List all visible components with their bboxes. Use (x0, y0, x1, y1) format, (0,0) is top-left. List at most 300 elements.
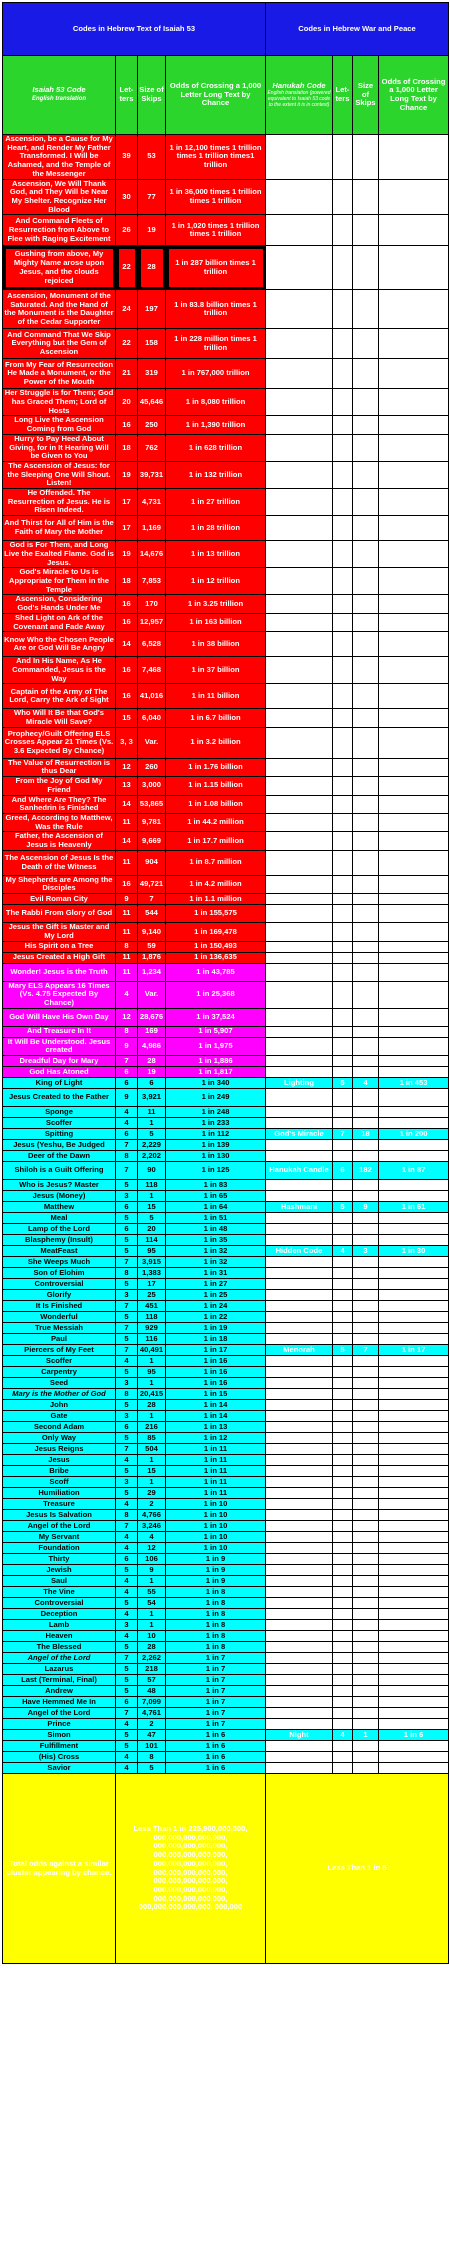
code-row (3, 329, 449, 359)
wp-code-skips (353, 1477, 379, 1488)
code-odds: 1 in 65 (166, 1191, 266, 1202)
wp-code-name (266, 1488, 333, 1499)
wp-code-name (266, 1279, 333, 1290)
wp-code-letters (333, 1719, 353, 1730)
wp-code-letters (333, 1521, 353, 1532)
code-letters: 5 (116, 1433, 138, 1444)
code-row (3, 1151, 449, 1162)
code-letters: 4 (116, 1587, 138, 1598)
wp-code-name (266, 1763, 333, 1774)
wp-code-name (266, 179, 333, 215)
code-name: Jesus Created a High Gift (3, 952, 116, 963)
code-skips: 118 (138, 1312, 166, 1323)
wp-code-letters (333, 1686, 353, 1697)
code-odds: 1 in 11 (166, 1488, 266, 1499)
code-name: Deception (3, 1609, 116, 1620)
code-skips: 2 (138, 1499, 166, 1510)
code-name: Shed Light on Ark of the Covenant and Fade Away (3, 613, 116, 631)
code-skips: 1 (138, 1455, 166, 1466)
wp-code-skips (353, 1598, 379, 1609)
code-row (3, 1301, 449, 1312)
wp-code-skips (353, 246, 379, 290)
code-letters: 13 (116, 777, 138, 795)
wp-code-letters (333, 1499, 353, 1510)
code-odds: 1 in 32 (166, 1257, 266, 1268)
wp-code-name (266, 1389, 333, 1400)
code-name: Her Struggle is for Them; God has Graced Them; Lord of Hosts (3, 389, 116, 416)
code-odds: 1 in 83.8 billion times 1 trillion (166, 290, 266, 329)
code-skips: 169 (138, 1026, 166, 1037)
code-skips: 4,766 (138, 1510, 166, 1521)
wp-code-letters (333, 1257, 353, 1268)
code-skips: Var. (138, 981, 166, 1008)
wp-code-name (266, 1224, 333, 1235)
wp-code-name (266, 1565, 333, 1576)
code-odds: 1 in 37 billion (166, 657, 266, 684)
code-skips: 59 (138, 941, 166, 952)
code-skips: 77 (138, 179, 166, 215)
code-row (3, 1576, 449, 1587)
wp-code-name (266, 981, 333, 1008)
code-odds: 1 in 7 (166, 1719, 266, 1730)
wp-code-letters (333, 416, 353, 434)
code-skips: 28,676 (138, 1008, 166, 1026)
code-odds: 1 in 1,020 times 1 trillion times 1 trillion (166, 215, 266, 246)
code-skips: 7,468 (138, 657, 166, 684)
wp-code-letters (333, 1213, 353, 1224)
code-name: Prophecy/Guilt Offering ELS Crosses Appear 21 Times (Vs. 3.6 Expected By Chance) (3, 727, 116, 758)
code-odds: 1 in 7 (166, 1653, 266, 1664)
wp-code-skips (353, 1763, 379, 1774)
wp-code-letters (333, 1708, 353, 1719)
code-skips: 90 (138, 1162, 166, 1180)
code-letters: 6 (116, 1224, 138, 1235)
code-odds: 1 in 11 billion (166, 684, 266, 709)
code-letters: 16 (116, 684, 138, 709)
wp-code-letters (333, 905, 353, 923)
wp-code-skips (353, 1664, 379, 1675)
wp-code-odds (379, 1378, 449, 1389)
wp-code-odds (379, 1642, 449, 1653)
code-skips: 114 (138, 1235, 166, 1246)
code-name: MeatFeast (3, 1246, 116, 1257)
code-letters: 16 (116, 875, 138, 893)
code-name: The Value of Resurrection is thus Dear (3, 758, 116, 776)
code-odds: 1 in 12 (166, 1433, 266, 1444)
wp-code-skips (353, 389, 379, 416)
wp-code-odds (379, 1477, 449, 1488)
wp-code-odds (379, 1422, 449, 1433)
code-name: Thirty (3, 1554, 116, 1565)
wp-code-odds (379, 613, 449, 631)
code-name: Who Will It Be that God's Miracle Will Save? (3, 709, 116, 727)
code-row (3, 1477, 449, 1488)
code-name: Shiloh is a Guilt Offering (3, 1162, 116, 1180)
code-name: It Is Finished (3, 1301, 116, 1312)
code-odds: 1 in 17 (166, 1345, 266, 1356)
code-letters: 5 (116, 1279, 138, 1290)
code-row (3, 1345, 449, 1356)
code-skips: 3,246 (138, 1521, 166, 1532)
wp-code-letters (333, 813, 353, 831)
wp-code-odds (379, 894, 449, 905)
code-odds: 1 in 5,907 (166, 1026, 266, 1037)
wp-code-skips: 9 (353, 1202, 379, 1213)
code-odds: 1 in 7 (166, 1686, 266, 1697)
wp-code-name: Hidden Code (266, 1246, 333, 1257)
code-skips: 260 (138, 758, 166, 776)
wp-code-name (266, 1741, 333, 1752)
wp-code-odds (379, 1455, 449, 1466)
code-odds: 1 in 10 (166, 1510, 266, 1521)
wp-code-skips (353, 981, 379, 1008)
code-letters: 4 (116, 1499, 138, 1510)
code-skips: 6 (138, 1078, 166, 1089)
code-letters: 19 (116, 541, 138, 568)
wp-code-odds (379, 1565, 449, 1576)
code-odds: 1 in 35 (166, 1235, 266, 1246)
code-letters: 4 (116, 1763, 138, 1774)
code-letters: 6 (116, 1202, 138, 1213)
wp-code-skips (353, 1268, 379, 1279)
code-skips: 4,761 (138, 1708, 166, 1719)
code-skips: 2,229 (138, 1140, 166, 1151)
code-odds: 1 in 38 billion (166, 632, 266, 657)
code-odds: 1 in 12,100 times 1 trillion times 1 trillion times1 trillion (166, 135, 266, 180)
wp-code-letters (333, 952, 353, 963)
wp-code-skips (353, 1642, 379, 1653)
code-odds: 1 in 3.2 billion (166, 727, 266, 758)
code-odds: 1 in 767,000 trillion (166, 359, 266, 389)
code-row (3, 1620, 449, 1631)
code-name: John (3, 1400, 116, 1411)
wp-code-letters (333, 595, 353, 613)
wp-code-letters: 7 (333, 1129, 353, 1140)
code-letters: 18 (116, 434, 138, 461)
code-name: Ascension, Considering God's Hands Under Me (3, 595, 116, 613)
code-letters: 20 (116, 389, 138, 416)
wp-code-skips (353, 813, 379, 831)
wp-code-name (266, 952, 333, 963)
wp-code-skips (353, 941, 379, 952)
wp-code-odds (379, 290, 449, 329)
code-odds: 1 in 6 (166, 1741, 266, 1752)
code-name: Last (Terminal, Final) (3, 1675, 116, 1686)
wp-code-odds (379, 905, 449, 923)
wp-code-skips (353, 1067, 379, 1078)
wp-code-odds (379, 1037, 449, 1055)
wp-code-name (266, 1323, 333, 1334)
code-name: Paul (3, 1334, 116, 1345)
wp-code-skips (353, 1697, 379, 1708)
code-skips: 1 (138, 1356, 166, 1367)
wp-code-odds (379, 1609, 449, 1620)
wp-code-letters (333, 568, 353, 595)
code-odds: 1 in 6 (166, 1763, 266, 1774)
code-letters: 5 (116, 1565, 138, 1576)
code-skips: 118 (138, 1180, 166, 1191)
wp-code-name (266, 1290, 333, 1301)
code-letters: 14 (116, 795, 138, 813)
wp-code-name (266, 1235, 333, 1246)
code-name: Foundation (3, 1543, 116, 1554)
code-row (3, 1532, 449, 1543)
code-skips: 19 (138, 1067, 166, 1078)
code-odds: 1 in 8 (166, 1609, 266, 1620)
left-code-subtitle: English translation (31, 96, 86, 102)
wp-code-skips (353, 1301, 379, 1312)
wp-code-odds (379, 1290, 449, 1301)
wp-code-skips (353, 1224, 379, 1235)
code-name: Second Adam (3, 1422, 116, 1433)
wp-code-odds (379, 461, 449, 488)
wp-code-skips (353, 1334, 379, 1345)
wp-code-letters (333, 1697, 353, 1708)
wp-code-skips (353, 1631, 379, 1642)
code-skips: 5 (138, 1763, 166, 1774)
code-row (3, 1631, 449, 1642)
code-skips: 19 (138, 215, 166, 246)
left-odds-header: Odds of Crossing a 1,000 Letter Long Text by Chance (166, 56, 266, 135)
code-odds: 1 in 130 (166, 1151, 266, 1162)
code-name: Long Live the Ascension Coming from God (3, 416, 116, 434)
wp-code-name (266, 1422, 333, 1433)
code-skips: 5 (138, 1129, 166, 1140)
wp-code-letters (333, 1089, 353, 1107)
code-row (3, 1235, 449, 1246)
wp-code-letters: 4 (333, 1246, 353, 1257)
code-odds: 1 in 10 (166, 1521, 266, 1532)
code-odds: 1 in 1,886 (166, 1056, 266, 1067)
code-odds: 1 in 27 trillion (166, 489, 266, 516)
code-name: Lamp of the Lord (3, 1224, 116, 1235)
left-title: Codes in Hebrew Text of Isaiah 53 (3, 3, 266, 56)
code-skips: 2,262 (138, 1653, 166, 1664)
code-row (3, 1686, 449, 1697)
wp-code-skips (353, 1620, 379, 1631)
code-odds: 1 in 1,390 trillion (166, 416, 266, 434)
code-name: Savior (3, 1763, 116, 1774)
code-skips: 106 (138, 1554, 166, 1565)
code-row (3, 875, 449, 893)
code-row (3, 541, 449, 568)
wp-code-name (266, 1089, 333, 1107)
wp-code-letters (333, 179, 353, 215)
code-name: Hurry to Pay Heed About Giving, for in It Hearing Will be Given to You (3, 434, 116, 461)
wp-code-letters (333, 1466, 353, 1477)
wp-code-odds (379, 329, 449, 359)
code-letters: 5 (116, 1642, 138, 1653)
code-letters: 7 (116, 1444, 138, 1455)
code-letters: 6 (116, 1078, 138, 1089)
code-odds: 1 in 31 (166, 1268, 266, 1279)
code-row (3, 1444, 449, 1455)
code-row (3, 952, 449, 963)
wp-code-skips (353, 1675, 379, 1686)
wp-code-skips (353, 541, 379, 568)
code-letters: 5 (116, 1598, 138, 1609)
left-letters-header: Let-ters (116, 56, 138, 135)
wp-code-name (266, 1334, 333, 1345)
wp-code-name (266, 1026, 333, 1037)
code-odds: 1 in 37,524 (166, 1008, 266, 1026)
code-letters: 5 (116, 1488, 138, 1499)
code-skips: 3,921 (138, 1089, 166, 1107)
code-name: Heaven (3, 1631, 116, 1642)
code-letters: 7 (116, 1162, 138, 1180)
wp-code-skips (353, 1312, 379, 1323)
code-row (3, 1653, 449, 1664)
code-name: Fulfillment (3, 1741, 116, 1752)
wp-code-skips (353, 329, 379, 359)
wp-code-odds (379, 1411, 449, 1422)
wp-code-skips (353, 1008, 379, 1026)
code-name: Gushing from above, My Mighty Name arose upon Jesus, and the clouds rejoiced (3, 246, 116, 290)
code-row (3, 1598, 449, 1609)
code-row (3, 1400, 449, 1411)
code-skips: 1 (138, 1576, 166, 1587)
wp-code-odds (379, 1697, 449, 1708)
wp-code-odds (379, 1323, 449, 1334)
wp-code-name (266, 1067, 333, 1078)
code-letters: 5 (116, 1466, 138, 1477)
wp-code-skips (353, 1455, 379, 1466)
wp-code-letters (333, 684, 353, 709)
code-odds: 1 in 17.7 million (166, 832, 266, 850)
wp-code-odds (379, 541, 449, 568)
code-row (3, 1741, 449, 1752)
code-row (3, 1752, 449, 1763)
wp-code-skips (353, 1056, 379, 1067)
wp-code-name (266, 1686, 333, 1697)
code-name: Piercers of My Feet (3, 1345, 116, 1356)
wp-code-name (266, 1554, 333, 1565)
code-letters: 8 (116, 1026, 138, 1037)
wp-code-name (266, 215, 333, 246)
code-name: From My Fear of Resurrection He Made a Monument, or the Power of the Mouth (3, 359, 116, 389)
code-row (3, 1356, 449, 1367)
code-name: The Blessed (3, 1642, 116, 1653)
wp-code-letters (333, 941, 353, 952)
code-skips: 85 (138, 1433, 166, 1444)
code-row (3, 1642, 449, 1653)
code-name: Scoff (3, 1477, 116, 1488)
code-skips: 929 (138, 1323, 166, 1334)
totals-right-value: Less Than 1 in 5 (266, 1774, 449, 1964)
wp-code-skips (353, 1140, 379, 1151)
code-odds: 1 in 16 (166, 1367, 266, 1378)
code-skips: 28 (138, 1642, 166, 1653)
right-code-title: Hanukah Code (272, 80, 326, 90)
wp-code-letters (333, 1444, 353, 1455)
code-letters: 17 (116, 516, 138, 541)
wp-code-odds (379, 489, 449, 516)
wp-code-name (266, 1411, 333, 1422)
code-skips: 25 (138, 1290, 166, 1301)
code-odds: 1 in 22 (166, 1312, 266, 1323)
wp-code-skips (353, 1510, 379, 1521)
wp-code-name (266, 1631, 333, 1642)
wp-code-name (266, 1213, 333, 1224)
wp-code-name (266, 1107, 333, 1118)
code-letters: 6 (116, 1129, 138, 1140)
code-odds: 1 in 16 (166, 1378, 266, 1389)
wp-code-odds (379, 1521, 449, 1532)
wp-code-name (266, 1752, 333, 1763)
wp-code-odds (379, 1444, 449, 1455)
wp-code-name (266, 894, 333, 905)
code-row (3, 1140, 449, 1151)
wp-code-letters (333, 1356, 353, 1367)
code-letters: 4 (116, 1356, 138, 1367)
code-odds: 1 in 13 trillion (166, 541, 266, 568)
code-row (3, 1089, 449, 1107)
code-odds: 1 in 7 (166, 1697, 266, 1708)
wp-code-letters (333, 516, 353, 541)
wp-code-name: Night (266, 1730, 333, 1741)
code-skips: 2,202 (138, 1151, 166, 1162)
code-name: Who is Jesus? Master (3, 1180, 116, 1191)
code-skips: 3,000 (138, 777, 166, 795)
code-odds: 1 in 64 (166, 1202, 266, 1213)
wp-code-odds (379, 1118, 449, 1129)
code-row (3, 461, 449, 488)
wp-code-name (266, 709, 333, 727)
code-name: Ascension, Monument of the Saturated. And the Hand of the Monument is the Daughter of the Cedar Supporter (3, 290, 116, 329)
wp-code-name (266, 1378, 333, 1389)
code-row (3, 1162, 449, 1180)
code-skips: 17 (138, 1279, 166, 1290)
code-row (3, 981, 449, 1008)
wp-code-letters (333, 1037, 353, 1055)
code-odds: 1 in 32 (166, 1246, 266, 1257)
wp-code-skips (353, 1290, 379, 1301)
wp-code-letters: 5 (333, 1345, 353, 1356)
code-name: She Weeps Much (3, 1257, 116, 1268)
code-name: Controversial (3, 1598, 116, 1609)
code-row (3, 1067, 449, 1078)
code-name: Have Hemmed Me In (3, 1697, 116, 1708)
wp-code-skips (353, 1037, 379, 1055)
wp-code-odds (379, 1675, 449, 1686)
code-skips: 8 (138, 1752, 166, 1763)
wp-code-skips (353, 684, 379, 709)
code-letters: 4 (116, 1543, 138, 1554)
wp-code-skips (353, 1521, 379, 1532)
code-name: And Where Are They? The Sanhedrin is Finished (3, 795, 116, 813)
wp-code-odds (379, 1140, 449, 1151)
wp-code-skips (353, 1026, 379, 1037)
wp-code-skips (353, 905, 379, 923)
wp-code-name (266, 1400, 333, 1411)
code-letters: 8 (116, 1151, 138, 1162)
code-letters: 11 (116, 963, 138, 981)
code-row (3, 1422, 449, 1433)
wp-code-odds (379, 813, 449, 831)
code-skips: 55 (138, 1587, 166, 1598)
code-letters: 5 (116, 1400, 138, 1411)
wp-code-odds (379, 1499, 449, 1510)
wp-code-skips (353, 1488, 379, 1499)
code-skips: 54 (138, 1598, 166, 1609)
wp-code-letters (333, 135, 353, 180)
code-letters: 12 (116, 1008, 138, 1026)
code-name: Gate (3, 1411, 116, 1422)
wp-code-letters: 5 (333, 1202, 353, 1213)
code-letters: 5 (116, 1675, 138, 1686)
wp-code-skips (353, 832, 379, 850)
code-row (3, 1543, 449, 1554)
